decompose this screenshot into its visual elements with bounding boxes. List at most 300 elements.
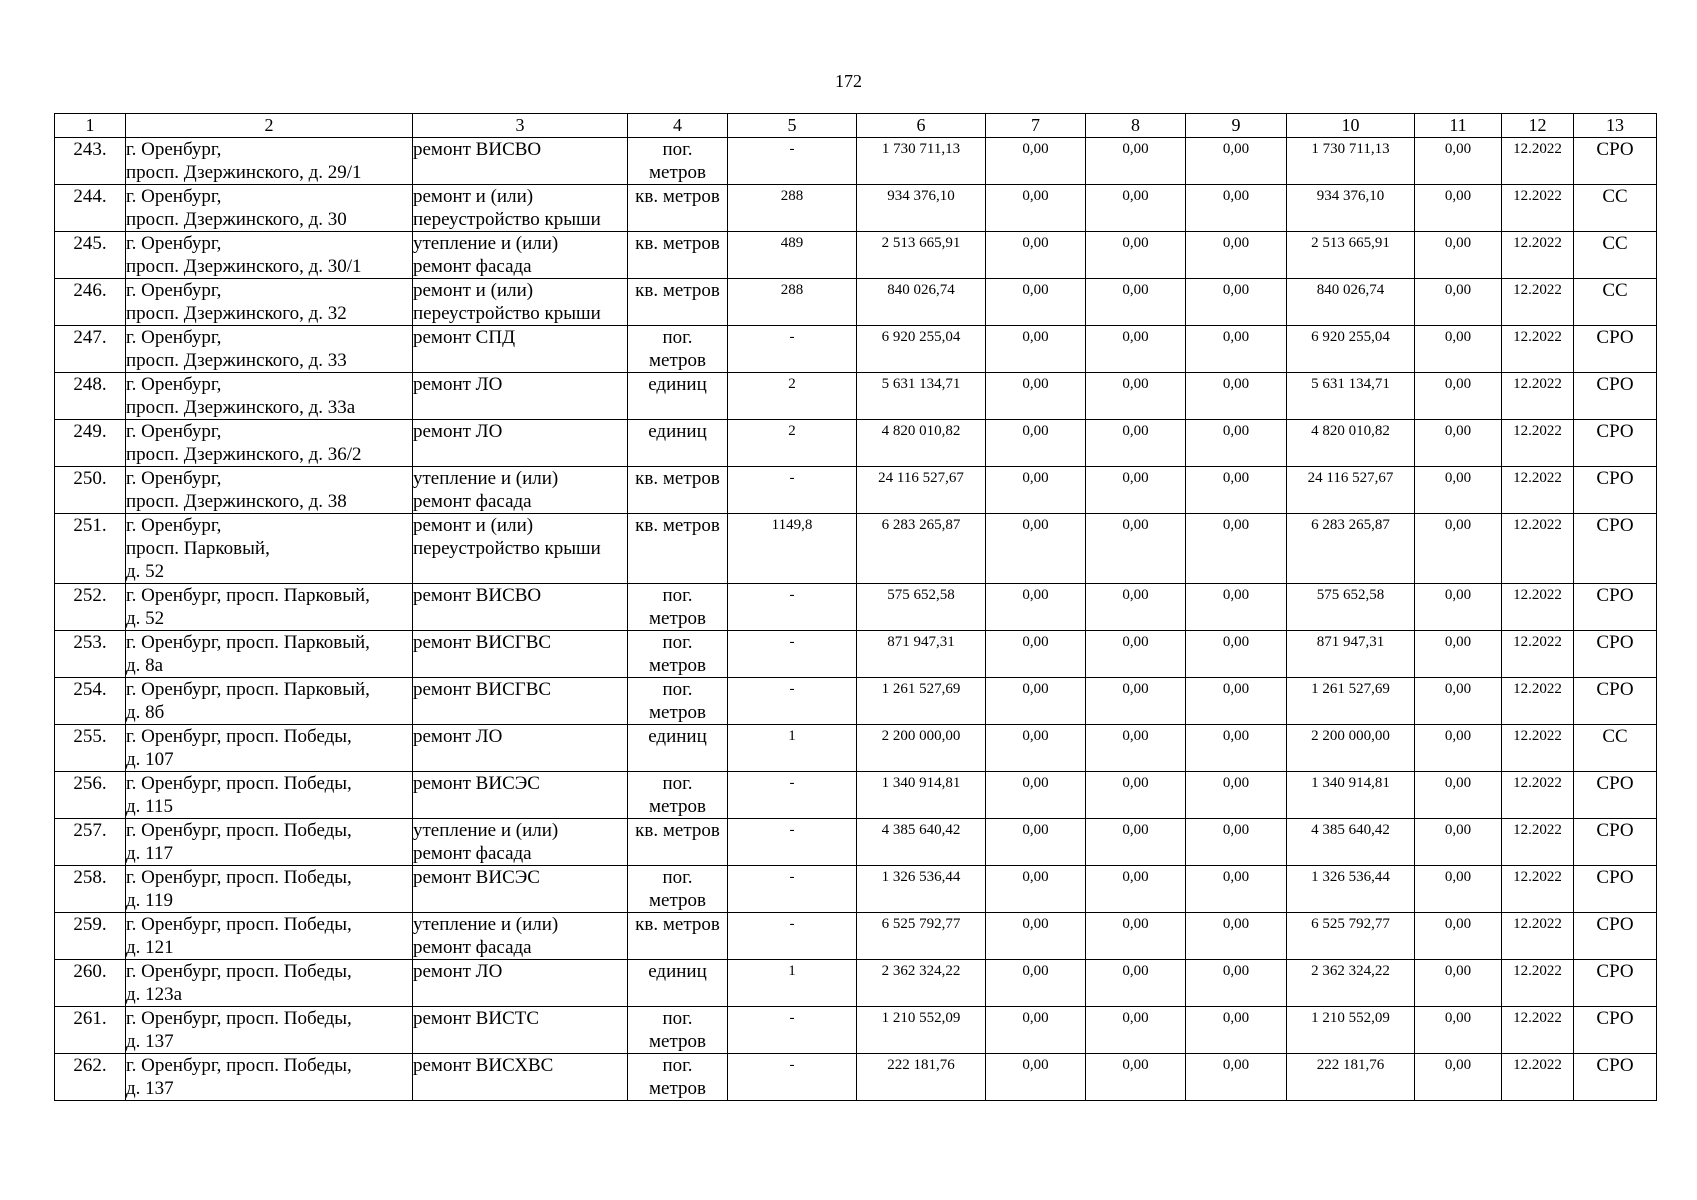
work-type-cell-line: переустройство крыши xyxy=(413,538,601,559)
date-cell: 12.2022 xyxy=(1502,866,1574,913)
work-type-cell xyxy=(413,1054,628,1101)
address-cell-line: просп. Дзержинского, д. 29/1 xyxy=(126,162,362,183)
cost-col9-cell: 0,00 xyxy=(1186,467,1287,514)
cost-col7-cell: 0,00 xyxy=(986,138,1086,185)
volume-cell: - xyxy=(728,138,857,185)
table-row xyxy=(55,373,1657,420)
source-cell: СРО xyxy=(1574,326,1657,373)
total-cost-cell: 1 210 552,09 xyxy=(857,1007,986,1054)
total-cost-cell: 2 362 324,22 xyxy=(857,960,986,1007)
address-cell-line: г. Оренбург, просп. Парковый, xyxy=(126,679,370,700)
work-type-cell-line: ремонт ВИСГВС xyxy=(413,679,552,700)
source-cell: СРО xyxy=(1574,467,1657,514)
work-type-cell xyxy=(413,819,628,866)
unit-cell xyxy=(628,279,728,326)
work-type-cell xyxy=(413,1007,628,1054)
unit-cell-line: пог. xyxy=(662,1055,693,1076)
row-number: 245. xyxy=(55,232,126,279)
unit-cell xyxy=(628,373,728,420)
cost-col10-cell: 1 326 536,44 xyxy=(1287,866,1415,913)
cost-col9-cell: 0,00 xyxy=(1186,678,1287,725)
cost-col8-cell: 0,00 xyxy=(1086,678,1186,725)
source-cell: СРО xyxy=(1574,1007,1657,1054)
table-row xyxy=(55,913,1657,960)
address-cell-line: д. 123а xyxy=(126,984,183,1005)
cost-col7-cell: 0,00 xyxy=(986,326,1086,373)
total-cost-cell: 5 631 134,71 xyxy=(857,373,986,420)
work-type-cell xyxy=(413,232,628,279)
source-cell: СС xyxy=(1574,279,1657,326)
work-type-cell xyxy=(413,960,628,1007)
cost-col9-cell: 0,00 xyxy=(1186,866,1287,913)
unit-cell xyxy=(628,819,728,866)
unit-cell-line: метров xyxy=(649,162,706,183)
unit-cell xyxy=(628,678,728,725)
address-cell-line: г. Оренбург, просп. Победы, xyxy=(126,820,352,841)
column-header-7: 7 xyxy=(986,114,1086,138)
source-cell: СРО xyxy=(1574,373,1657,420)
cost-col9-cell: 0,00 xyxy=(1186,631,1287,678)
unit-cell-line: метров xyxy=(649,702,706,723)
work-type-cell xyxy=(413,772,628,819)
unit-cell-line: метров xyxy=(649,608,706,629)
address-cell-line: просп. Дзержинского, д. 33а xyxy=(126,397,356,418)
total-cost-cell: 2 200 000,00 xyxy=(857,725,986,772)
date-cell: 12.2022 xyxy=(1502,138,1574,185)
volume-cell: - xyxy=(728,1054,857,1101)
cost-col9-cell: 0,00 xyxy=(1186,326,1287,373)
cost-col10-cell: 1 261 527,69 xyxy=(1287,678,1415,725)
table-row xyxy=(55,584,1657,631)
row-number: 251. xyxy=(55,514,126,584)
unit-cell-line: единиц xyxy=(648,374,707,395)
cost-col7-cell: 0,00 xyxy=(986,678,1086,725)
work-type-cell-line: ремонт фасада xyxy=(413,843,532,864)
cost-col8-cell: 0,00 xyxy=(1086,913,1186,960)
total-cost-cell: 1 261 527,69 xyxy=(857,678,986,725)
cost-col9-cell: 0,00 xyxy=(1186,960,1287,1007)
address-cell xyxy=(126,279,413,326)
source-cell: СРО xyxy=(1574,631,1657,678)
cost-col7-cell: 0,00 xyxy=(986,467,1086,514)
work-type-cell-line: ремонт фасада xyxy=(413,937,532,958)
volume-cell: 1 xyxy=(728,725,857,772)
address-cell-line: г. Оренбург, просп. Парковый, xyxy=(126,585,370,606)
source-cell: СРО xyxy=(1574,960,1657,1007)
row-number: 248. xyxy=(55,373,126,420)
address-cell-line: г. Оренбург, xyxy=(126,139,222,160)
unit-cell-line: кв. метров xyxy=(635,820,720,841)
work-type-cell xyxy=(413,326,628,373)
unit-cell xyxy=(628,960,728,1007)
total-cost-cell: 840 026,74 xyxy=(857,279,986,326)
address-cell xyxy=(126,467,413,514)
address-cell-line: д. 52 xyxy=(126,561,165,582)
work-type-cell-line: ремонт фасада xyxy=(413,491,532,512)
work-type-cell-line: переустройство крыши xyxy=(413,303,601,324)
work-type-cell-line: утепление и (или) xyxy=(413,233,559,254)
cost-col10-cell: 871 947,31 xyxy=(1287,631,1415,678)
unit-cell-line: кв. метров xyxy=(635,914,720,935)
work-type-cell-line: ремонт ЛО xyxy=(413,374,503,395)
address-cell xyxy=(126,678,413,725)
cost-col11-cell: 0,00 xyxy=(1415,678,1502,725)
cost-col9-cell: 0,00 xyxy=(1186,1007,1287,1054)
total-cost-cell: 2 513 665,91 xyxy=(857,232,986,279)
source-cell: СРО xyxy=(1574,420,1657,467)
date-cell: 12.2022 xyxy=(1502,514,1574,584)
address-cell-line: г. Оренбург, просп. Победы, xyxy=(126,726,352,747)
cost-col7-cell: 0,00 xyxy=(986,1054,1086,1101)
cost-col7-cell: 0,00 xyxy=(986,514,1086,584)
cost-col7-cell: 0,00 xyxy=(986,232,1086,279)
date-cell: 12.2022 xyxy=(1502,373,1574,420)
work-type-cell-line: ремонт ВИСХВС xyxy=(413,1055,554,1076)
work-type-cell-line: ремонт СПД xyxy=(413,327,516,348)
cost-col8-cell: 0,00 xyxy=(1086,1007,1186,1054)
cost-col8-cell: 0,00 xyxy=(1086,725,1186,772)
volume-cell: 1149,8 xyxy=(728,514,857,584)
volume-cell: 2 xyxy=(728,420,857,467)
address-cell-line: д. 137 xyxy=(126,1078,174,1099)
address-cell-line: г. Оренбург, просп. Победы, xyxy=(126,914,352,935)
work-type-cell-line: ремонт и (или) xyxy=(413,515,534,536)
source-cell: СРО xyxy=(1574,678,1657,725)
work-type-cell-line: ремонт ВИСТС xyxy=(413,1008,540,1029)
cost-col11-cell: 0,00 xyxy=(1415,819,1502,866)
work-type-cell-line: переустройство крыши xyxy=(413,209,601,230)
source-cell: СРО xyxy=(1574,913,1657,960)
address-cell-line: просп. Дзержинского, д. 33 xyxy=(126,350,347,371)
cost-col7-cell: 0,00 xyxy=(986,279,1086,326)
address-cell xyxy=(126,373,413,420)
unit-cell-line: кв. метров xyxy=(635,515,720,536)
table-row xyxy=(55,1054,1657,1101)
unit-cell-line: метров xyxy=(649,350,706,371)
address-cell-line: д. 107 xyxy=(126,749,174,770)
cost-col10-cell: 2 362 324,22 xyxy=(1287,960,1415,1007)
volume-cell: 1 xyxy=(728,960,857,1007)
source-cell: СРО xyxy=(1574,138,1657,185)
unit-cell-line: метров xyxy=(649,1078,706,1099)
cost-col7-cell: 0,00 xyxy=(986,960,1086,1007)
work-type-cell-line: ремонт ВИСГВС xyxy=(413,632,552,653)
unit-cell xyxy=(628,1007,728,1054)
volume-cell: - xyxy=(728,584,857,631)
work-type-cell-line: ремонт ЛО xyxy=(413,726,503,747)
volume-cell: 489 xyxy=(728,232,857,279)
work-type-cell-line: ремонт и (или) xyxy=(413,186,534,207)
address-cell-line: просп. Дзержинского, д. 32 xyxy=(126,303,347,324)
work-type-cell xyxy=(413,584,628,631)
address-cell-line: г. Оренбург, xyxy=(126,421,222,442)
cost-col10-cell: 1 210 552,09 xyxy=(1287,1007,1415,1054)
address-cell xyxy=(126,420,413,467)
cost-col11-cell: 0,00 xyxy=(1415,420,1502,467)
volume-cell: 288 xyxy=(728,185,857,232)
cost-col7-cell: 0,00 xyxy=(986,631,1086,678)
cost-col11-cell: 0,00 xyxy=(1415,138,1502,185)
unit-cell xyxy=(628,866,728,913)
cost-col10-cell: 2 200 000,00 xyxy=(1287,725,1415,772)
address-cell-line: г. Оренбург, xyxy=(126,186,222,207)
address-cell-line: просп. Дзержинского, д. 30/1 xyxy=(126,256,362,277)
cost-col11-cell: 0,00 xyxy=(1415,584,1502,631)
unit-cell-line: кв. метров xyxy=(635,186,720,207)
total-cost-cell: 934 376,10 xyxy=(857,185,986,232)
row-number: 247. xyxy=(55,326,126,373)
unit-cell-line: пог. xyxy=(662,1008,693,1029)
source-cell: СРО xyxy=(1574,1054,1657,1101)
row-number: 262. xyxy=(55,1054,126,1101)
cost-col11-cell: 0,00 xyxy=(1415,232,1502,279)
row-number: 261. xyxy=(55,1007,126,1054)
source-cell: СС xyxy=(1574,725,1657,772)
volume-cell: - xyxy=(728,819,857,866)
table-row xyxy=(55,960,1657,1007)
unit-cell xyxy=(628,420,728,467)
table-row xyxy=(55,514,1657,584)
date-cell: 12.2022 xyxy=(1502,678,1574,725)
address-cell xyxy=(126,232,413,279)
cost-col7-cell: 0,00 xyxy=(986,373,1086,420)
cost-col11-cell: 0,00 xyxy=(1415,866,1502,913)
work-type-cell-line: ремонт ВИСЭС xyxy=(413,773,540,794)
cost-col7-cell: 0,00 xyxy=(986,725,1086,772)
work-type-cell-line: ремонт и (или) xyxy=(413,280,534,301)
volume-cell: - xyxy=(728,467,857,514)
total-cost-cell: 4 820 010,82 xyxy=(857,420,986,467)
address-cell xyxy=(126,185,413,232)
unit-cell xyxy=(628,631,728,678)
cost-col8-cell: 0,00 xyxy=(1086,772,1186,819)
work-type-cell xyxy=(413,913,628,960)
address-cell-line: г. Оренбург, просп. Победы, xyxy=(126,1008,352,1029)
cost-col8-cell: 0,00 xyxy=(1086,819,1186,866)
source-cell: СРО xyxy=(1574,514,1657,584)
address-cell-line: д. 8б xyxy=(126,702,165,723)
work-type-cell-line: ремонт ВИСВО xyxy=(413,139,542,160)
date-cell: 12.2022 xyxy=(1502,913,1574,960)
unit-cell-line: пог. xyxy=(662,585,693,606)
total-cost-cell: 24 116 527,67 xyxy=(857,467,986,514)
work-type-cell xyxy=(413,138,628,185)
date-cell: 12.2022 xyxy=(1502,420,1574,467)
cost-col9-cell: 0,00 xyxy=(1186,725,1287,772)
address-cell-line: д. 8а xyxy=(126,655,164,676)
work-type-cell-line: утепление и (или) xyxy=(413,914,559,935)
table-row xyxy=(55,725,1657,772)
address-cell xyxy=(126,866,413,913)
address-cell-line: г. Оренбург, просп. Победы, xyxy=(126,1055,352,1076)
address-cell-line: просп. Дзержинского, д. 30 xyxy=(126,209,347,230)
cost-col8-cell: 0,00 xyxy=(1086,1054,1186,1101)
row-number: 243. xyxy=(55,138,126,185)
unit-cell-line: пог. xyxy=(662,327,693,348)
address-cell-line: просп. Дзержинского, д. 36/2 xyxy=(126,444,362,465)
cost-col10-cell: 6 920 255,04 xyxy=(1287,326,1415,373)
total-cost-cell: 4 385 640,42 xyxy=(857,819,986,866)
cost-col8-cell: 0,00 xyxy=(1086,138,1186,185)
date-cell: 12.2022 xyxy=(1502,772,1574,819)
volume-cell: 288 xyxy=(728,279,857,326)
cost-col8-cell: 0,00 xyxy=(1086,373,1186,420)
cost-col10-cell: 24 116 527,67 xyxy=(1287,467,1415,514)
cost-col11-cell: 0,00 xyxy=(1415,913,1502,960)
address-cell-line: г. Оренбург, xyxy=(126,280,222,301)
unit-cell-line: метров xyxy=(649,1031,706,1052)
row-number: 259. xyxy=(55,913,126,960)
cost-col7-cell: 0,00 xyxy=(986,584,1086,631)
cost-col8-cell: 0,00 xyxy=(1086,326,1186,373)
cost-col7-cell: 0,00 xyxy=(986,772,1086,819)
source-cell: СРО xyxy=(1574,866,1657,913)
cost-col8-cell: 0,00 xyxy=(1086,960,1186,1007)
cost-col8-cell: 0,00 xyxy=(1086,467,1186,514)
cost-col7-cell: 0,00 xyxy=(986,913,1086,960)
cost-col9-cell: 0,00 xyxy=(1186,138,1287,185)
address-cell-line: г. Оренбург, xyxy=(126,233,222,254)
work-type-cell xyxy=(413,185,628,232)
table-row xyxy=(55,420,1657,467)
page-number: 172 xyxy=(835,71,862,91)
column-header-4: 4 xyxy=(628,114,728,138)
table-body xyxy=(55,138,1657,1101)
address-cell xyxy=(126,960,413,1007)
work-type-cell-line: ремонт ЛО xyxy=(413,961,503,982)
volume-cell: - xyxy=(728,913,857,960)
table-row xyxy=(55,279,1657,326)
cost-col10-cell: 934 376,10 xyxy=(1287,185,1415,232)
cost-col8-cell: 0,00 xyxy=(1086,631,1186,678)
cost-col10-cell: 1 340 914,81 xyxy=(1287,772,1415,819)
address-cell xyxy=(126,1007,413,1054)
cost-col7-cell: 0,00 xyxy=(986,819,1086,866)
volume-cell: - xyxy=(728,772,857,819)
cost-col9-cell: 0,00 xyxy=(1186,1054,1287,1101)
cost-col11-cell: 0,00 xyxy=(1415,373,1502,420)
column-header-9: 9 xyxy=(1186,114,1287,138)
table-row xyxy=(55,866,1657,913)
work-type-cell xyxy=(413,514,628,584)
unit-cell xyxy=(628,326,728,373)
unit-cell xyxy=(628,913,728,960)
unit-cell xyxy=(628,1054,728,1101)
source-cell: СС xyxy=(1574,185,1657,232)
address-cell xyxy=(126,1054,413,1101)
work-type-cell-line: ремонт ЛО xyxy=(413,421,503,442)
cost-col9-cell: 0,00 xyxy=(1186,185,1287,232)
date-cell: 12.2022 xyxy=(1502,185,1574,232)
header-row xyxy=(55,114,1657,138)
address-cell-line: г. Оренбург, просп. Победы, xyxy=(126,961,352,982)
unit-cell-line: метров xyxy=(649,796,706,817)
unit-cell-line: пог. xyxy=(662,139,693,160)
cost-col9-cell: 0,00 xyxy=(1186,772,1287,819)
total-cost-cell: 871 947,31 xyxy=(857,631,986,678)
unit-cell xyxy=(628,467,728,514)
address-cell xyxy=(126,725,413,772)
cost-col9-cell: 0,00 xyxy=(1186,232,1287,279)
unit-cell-line: кв. метров xyxy=(635,468,720,489)
cost-col11-cell: 0,00 xyxy=(1415,772,1502,819)
row-number: 244. xyxy=(55,185,126,232)
unit-cell-line: метров xyxy=(649,655,706,676)
work-type-cell xyxy=(413,373,628,420)
address-cell-line: г. Оренбург, xyxy=(126,515,222,536)
row-number: 246. xyxy=(55,279,126,326)
cost-col9-cell: 0,00 xyxy=(1186,279,1287,326)
works-table xyxy=(54,113,1657,1101)
cost-col8-cell: 0,00 xyxy=(1086,584,1186,631)
date-cell: 12.2022 xyxy=(1502,467,1574,514)
address-cell-line: просп. Парковый, xyxy=(126,538,270,559)
volume-cell: - xyxy=(728,326,857,373)
cost-col10-cell: 4 820 010,82 xyxy=(1287,420,1415,467)
cost-col7-cell: 0,00 xyxy=(986,1007,1086,1054)
work-type-cell xyxy=(413,420,628,467)
unit-cell xyxy=(628,232,728,279)
column-header-10: 10 xyxy=(1287,114,1415,138)
cost-col9-cell: 0,00 xyxy=(1186,819,1287,866)
address-cell-line: г. Оренбург, xyxy=(126,374,222,395)
address-cell xyxy=(126,819,413,866)
cost-col9-cell: 0,00 xyxy=(1186,373,1287,420)
work-type-cell xyxy=(413,866,628,913)
cost-col7-cell: 0,00 xyxy=(986,185,1086,232)
address-cell-line: г. Оренбург, просп. Победы, xyxy=(126,773,352,794)
date-cell: 12.2022 xyxy=(1502,819,1574,866)
cost-col9-cell: 0,00 xyxy=(1186,584,1287,631)
address-cell-line: д. 115 xyxy=(126,796,173,817)
table-row xyxy=(55,185,1657,232)
cost-col10-cell: 1 730 711,13 xyxy=(1287,138,1415,185)
row-number: 250. xyxy=(55,467,126,514)
cost-col11-cell: 0,00 xyxy=(1415,1007,1502,1054)
work-type-cell xyxy=(413,725,628,772)
cost-col8-cell: 0,00 xyxy=(1086,514,1186,584)
unit-cell-line: кв. метров xyxy=(635,233,720,254)
date-cell: 12.2022 xyxy=(1502,960,1574,1007)
work-type-cell xyxy=(413,467,628,514)
address-cell-line: просп. Дзержинского, д. 38 xyxy=(126,491,347,512)
address-cell-line: г. Оренбург, просп. Победы, xyxy=(126,867,352,888)
cost-col8-cell: 0,00 xyxy=(1086,279,1186,326)
row-number: 252. xyxy=(55,584,126,631)
cost-col7-cell: 0,00 xyxy=(986,866,1086,913)
unit-cell xyxy=(628,584,728,631)
total-cost-cell: 1 730 711,13 xyxy=(857,138,986,185)
cost-col9-cell: 0,00 xyxy=(1186,913,1287,960)
date-cell: 12.2022 xyxy=(1502,631,1574,678)
column-header-8: 8 xyxy=(1086,114,1186,138)
cost-col8-cell: 0,00 xyxy=(1086,185,1186,232)
work-type-cell xyxy=(413,279,628,326)
unit-cell xyxy=(628,138,728,185)
row-number: 258. xyxy=(55,866,126,913)
row-number: 254. xyxy=(55,678,126,725)
volume-cell: - xyxy=(728,1007,857,1054)
volume-cell: 2 xyxy=(728,373,857,420)
table-row xyxy=(55,467,1657,514)
address-cell xyxy=(126,913,413,960)
address-cell-line: д. 119 xyxy=(126,890,173,911)
total-cost-cell: 575 652,58 xyxy=(857,584,986,631)
cost-col11-cell: 0,00 xyxy=(1415,326,1502,373)
total-cost-cell: 6 920 255,04 xyxy=(857,326,986,373)
date-cell: 12.2022 xyxy=(1502,725,1574,772)
cost-col8-cell: 0,00 xyxy=(1086,420,1186,467)
